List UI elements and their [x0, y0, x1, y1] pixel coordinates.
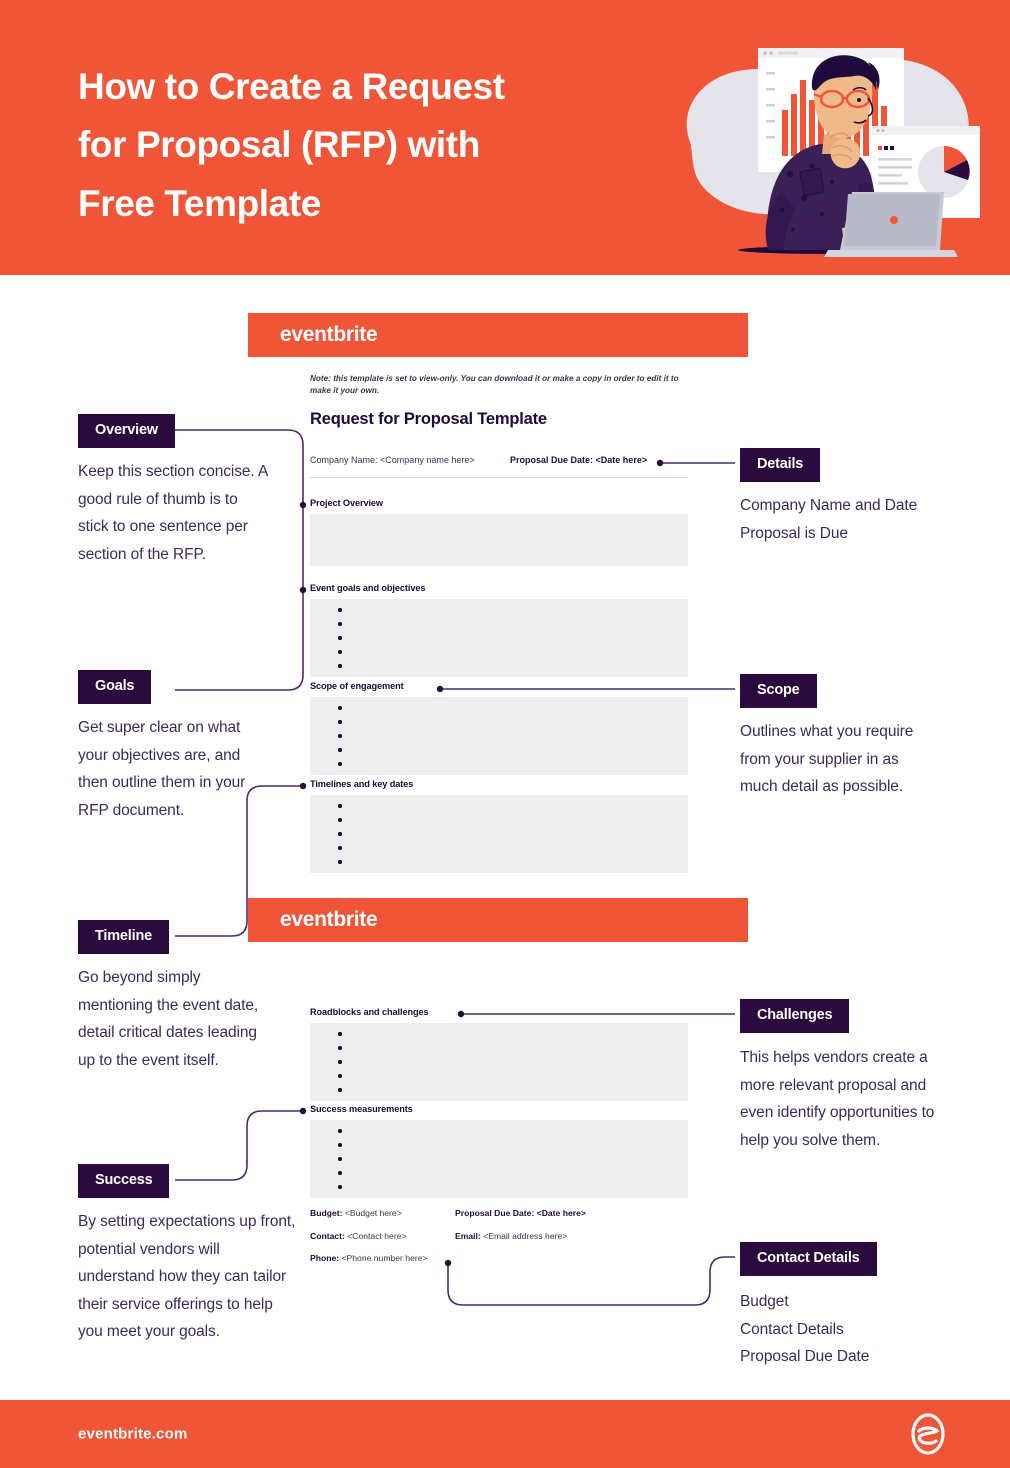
budget-value: <Budget here> [344, 1208, 402, 1218]
phone-label: Phone: [310, 1253, 340, 1264]
field-event-goals [310, 583, 688, 677]
bullet-marker [338, 1074, 342, 1078]
bullet-marker [338, 804, 342, 808]
contact-label: Contact: [310, 1230, 345, 1241]
bullet-marker [338, 762, 342, 766]
field-input-area[interactable] [310, 514, 688, 566]
bullet-marker [338, 622, 342, 626]
bullet-marker [338, 650, 342, 654]
contact-row-phone [310, 1254, 688, 1263]
title-line-1: How to Create a Request [78, 66, 505, 107]
bullet-marker [338, 664, 342, 668]
due-date-value: <Date here> [536, 1208, 586, 1218]
callout-badge-goals: Goals [78, 670, 151, 704]
phone-field [310, 1254, 455, 1263]
bullet-marker [338, 706, 342, 710]
field-input-area[interactable] [310, 1023, 688, 1101]
template-note: Note: this template is set to view-only. You can download it or make a copy in order to edit it to make it your own. [310, 374, 679, 395]
callout-text-goals: Get super clear on what your objectives are, and then outline them in your RFP document. [78, 719, 246, 819]
bullet-marker [338, 636, 342, 640]
callout-badge-timeline: Timeline [78, 920, 169, 954]
bullet-marker [338, 1129, 342, 1133]
field-project-overview [310, 498, 688, 566]
title-line-3: Free Template [78, 182, 321, 224]
bullet-marker [338, 720, 342, 724]
email-value: <Email address here> [483, 1230, 568, 1241]
field-input-area[interactable] [310, 697, 688, 775]
bullet-marker [338, 860, 342, 864]
field-label: Project Overview [310, 498, 383, 508]
bullet-marker [338, 1143, 342, 1147]
bullet-marker [338, 734, 342, 738]
bullet-marker [338, 608, 342, 612]
callout-text-timeline: Go beyond simply mentioning the event date, detail critical dates leading up to the event itself. [78, 969, 259, 1069]
callout-badge-details: Details [740, 448, 820, 482]
field-label: Scope of engagement [310, 681, 404, 691]
due-date-label: Proposal Due Date: [455, 1208, 535, 1218]
company-name-field [310, 455, 510, 465]
contact-details-line: Proposal Due Date [740, 1348, 870, 1366]
field-label: Event goals and objectives [310, 583, 426, 593]
template-brand-band-1 [248, 313, 748, 357]
email-field [455, 1232, 600, 1241]
bullet-marker [338, 1046, 342, 1050]
bullet-marker [338, 1171, 342, 1175]
template-meta-row [310, 455, 688, 478]
footer-bar [0, 1400, 1010, 1468]
bullet-marker [338, 1185, 342, 1189]
contact-row-budget [310, 1209, 688, 1218]
field-label: Timelines and key dates [310, 779, 414, 789]
title-line-2: for Proposal (RFP) with [78, 124, 480, 166]
field-input-area[interactable] [310, 599, 688, 677]
field-label: Roadblocks and challenges [310, 1007, 429, 1017]
contact-details-line: Budget [740, 1293, 789, 1310]
due-date-field [455, 1209, 600, 1218]
bullet-marker [338, 846, 342, 850]
callout-badge-challenges: Challenges [740, 999, 849, 1033]
contact-value: <Contact here> [347, 1230, 407, 1241]
bullet-marker [338, 1157, 342, 1161]
bullet-marker [338, 1032, 342, 1036]
contact-field [310, 1232, 455, 1241]
callout-badge-contact-details: Contact Details [740, 1242, 877, 1276]
callout-badge-success: Success [78, 1164, 169, 1198]
field-scope-of-engagement [310, 681, 688, 775]
hero-banner [0, 0, 1010, 275]
template-title: Request for Proposal Template [310, 410, 547, 428]
template-contact-block [310, 1209, 688, 1277]
bullet-marker [338, 1088, 342, 1092]
bullet-marker [338, 748, 342, 752]
proposal-due-date-value: <Date here> [595, 455, 648, 465]
callout-text-overview: Keep this section concise. A good rule of thumb is to stick to one sentence per section of the RFP. [78, 463, 268, 563]
field-roadblocks-challenges [310, 1007, 688, 1101]
eventbrite-wordmark: eventbrite [280, 908, 378, 931]
eventbrite-e-logo [906, 1412, 950, 1456]
bullet-marker [338, 1060, 342, 1064]
budget-field [310, 1209, 455, 1218]
phone-value: <Phone number here> [341, 1253, 428, 1264]
footer-website-url[interactable]: eventbrite.com [78, 1425, 188, 1443]
contact-row-contact [310, 1232, 688, 1241]
proposal-due-date-field [510, 455, 647, 465]
field-success-measurements [310, 1104, 688, 1198]
template-brand-band-2 [248, 898, 748, 942]
field-input-area[interactable] [310, 795, 688, 873]
person-at-laptop-with-charts-illustration [672, 14, 982, 262]
callout-text-scope: Outlines what you require from your supplier in as much detail as possible. [740, 723, 914, 796]
callout-badge-overview: Overview [78, 414, 175, 448]
callout-text-challenges: This helps vendors create a more relevant proposal and even identify opportunities to help you solve them. [740, 1049, 935, 1149]
company-name-value: <Company name here> [380, 455, 475, 465]
callout-text-details: Company Name and Date Proposal is Due [740, 497, 918, 542]
proposal-due-date-label: Proposal Due Date: [510, 455, 594, 465]
field-timelines-key-dates [310, 779, 688, 873]
callout-badge-scope: Scope [740, 674, 817, 708]
budget-label: Budget: [310, 1208, 343, 1218]
callout-text-contact-details [740, 1288, 940, 1371]
callout-text-success: By setting expectations up front, potential vendors will understand how they can tailor their service offerings to help you meet your goals. [78, 1213, 296, 1341]
page-title [78, 58, 638, 233]
email-label: Email: [455, 1230, 481, 1241]
contact-details-line: Contact Details [740, 1320, 844, 1338]
bullet-marker [338, 818, 342, 822]
company-name-label: Company Name: [310, 455, 378, 465]
field-input-area[interactable] [310, 1120, 688, 1198]
eventbrite-wordmark: eventbrite [280, 323, 378, 346]
bullet-marker [338, 832, 342, 836]
field-label: Success measurements [310, 1104, 413, 1114]
